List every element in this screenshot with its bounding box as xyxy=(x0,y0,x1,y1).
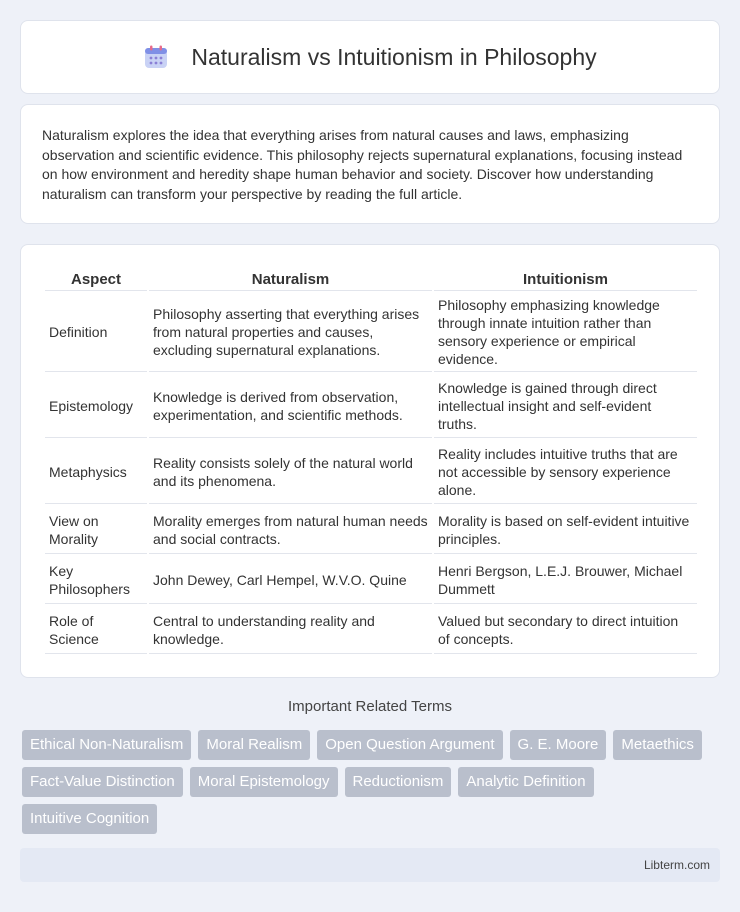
calendar-icon xyxy=(143,44,169,70)
related-term-tag[interactable]: G. E. Moore xyxy=(510,730,607,760)
table-cell-intuitionism: Reality includes intuitive truths that are not accessible by sensory experience alone. xyxy=(434,440,697,504)
related-term-tag[interactable]: Fact-Value Distinction xyxy=(22,767,183,797)
table-cell-intuitionism: Philosophy emphasizing knowledge through innate intuition rather than sensory experience or empirical evidence. xyxy=(434,293,697,372)
footer-brand-link[interactable]: Libterm.com xyxy=(643,858,710,872)
related-term-tag[interactable]: Ethical Non-Naturalism xyxy=(22,730,191,760)
column-header-aspect: Aspect xyxy=(45,267,147,291)
related-term-tag[interactable]: Reductionism xyxy=(345,767,452,797)
table-cell-aspect: Epistemology xyxy=(45,374,147,438)
intro-text: Naturalism explores the idea that everything arises from natural causes and laws, emphasizing observation and scientific evidence. This philosophy rejects supernatural explanations, focusing instead on how environment and heredity shape human behavior and society. Discover how understanding naturalism can transform your perspective by reading the full article. xyxy=(42,127,683,202)
column-header-intuitionism: Intuitionism xyxy=(434,267,697,291)
table-cell-naturalism: John Dewey, Carl Hempel, W.V.O. Quine xyxy=(149,556,432,604)
table-cell-naturalism: Central to understanding reality and knowledge. xyxy=(149,606,432,654)
related-term-tag[interactable]: Moral Epistemology xyxy=(190,767,338,797)
table-row xyxy=(45,606,697,654)
table-row xyxy=(45,440,697,504)
table-cell-naturalism: Philosophy asserting that everything arises from natural properties and causes, excluding supernatural explanations. xyxy=(149,293,432,372)
table-cell-intuitionism: Morality is based on self-evident intuitive principles. xyxy=(434,506,697,554)
table-header-row xyxy=(45,267,697,291)
page-title: Naturalism vs Intuitionism in Philosophy xyxy=(191,43,597,70)
related-term-tag[interactable]: Metaethics xyxy=(613,730,702,760)
table-cell-aspect: Metaphysics xyxy=(45,440,147,504)
table-cell-aspect: Definition xyxy=(45,293,147,372)
table-cell-intuitionism: Valued but secondary to direct intuition of concepts. xyxy=(434,606,697,654)
header-card xyxy=(20,20,720,94)
table-row xyxy=(45,374,697,438)
table-row xyxy=(45,293,697,372)
table-cell-aspect: View on Morality xyxy=(45,506,147,554)
table-cell-naturalism: Reality consists solely of the natural world and its phenomena. xyxy=(149,440,432,504)
table-cell-aspect: Key Philosophers xyxy=(45,556,147,604)
table-cell-naturalism: Knowledge is derived from observation, experimentation, and scientific methods. xyxy=(149,374,432,438)
footer xyxy=(20,848,720,882)
table-cell-intuitionism: Knowledge is gained through direct intellectual insight and self-evident truths. xyxy=(434,374,697,438)
intro-card xyxy=(20,104,720,224)
related-term-tag[interactable]: Analytic Definition xyxy=(458,767,593,797)
column-header-naturalism: Naturalism xyxy=(149,267,432,291)
related-term-tag[interactable]: Open Question Argument xyxy=(317,730,502,760)
table-cell-aspect: Role of Science xyxy=(45,606,147,654)
table-row xyxy=(45,556,697,604)
related-term-tag[interactable]: Intuitive Cognition xyxy=(22,804,157,834)
comparison-table-card xyxy=(20,244,720,678)
related-terms-list xyxy=(22,730,722,834)
table-row xyxy=(45,506,697,554)
related-terms-title: Important Related Terms xyxy=(288,698,452,715)
comparison-table xyxy=(43,265,699,656)
table-cell-intuitionism: Henri Bergson, L.E.J. Brouwer, Michael Dummett xyxy=(434,556,697,604)
related-term-tag[interactable]: Moral Realism xyxy=(198,730,310,760)
table-cell-naturalism: Morality emerges from natural human needs and social contracts. xyxy=(149,506,432,554)
